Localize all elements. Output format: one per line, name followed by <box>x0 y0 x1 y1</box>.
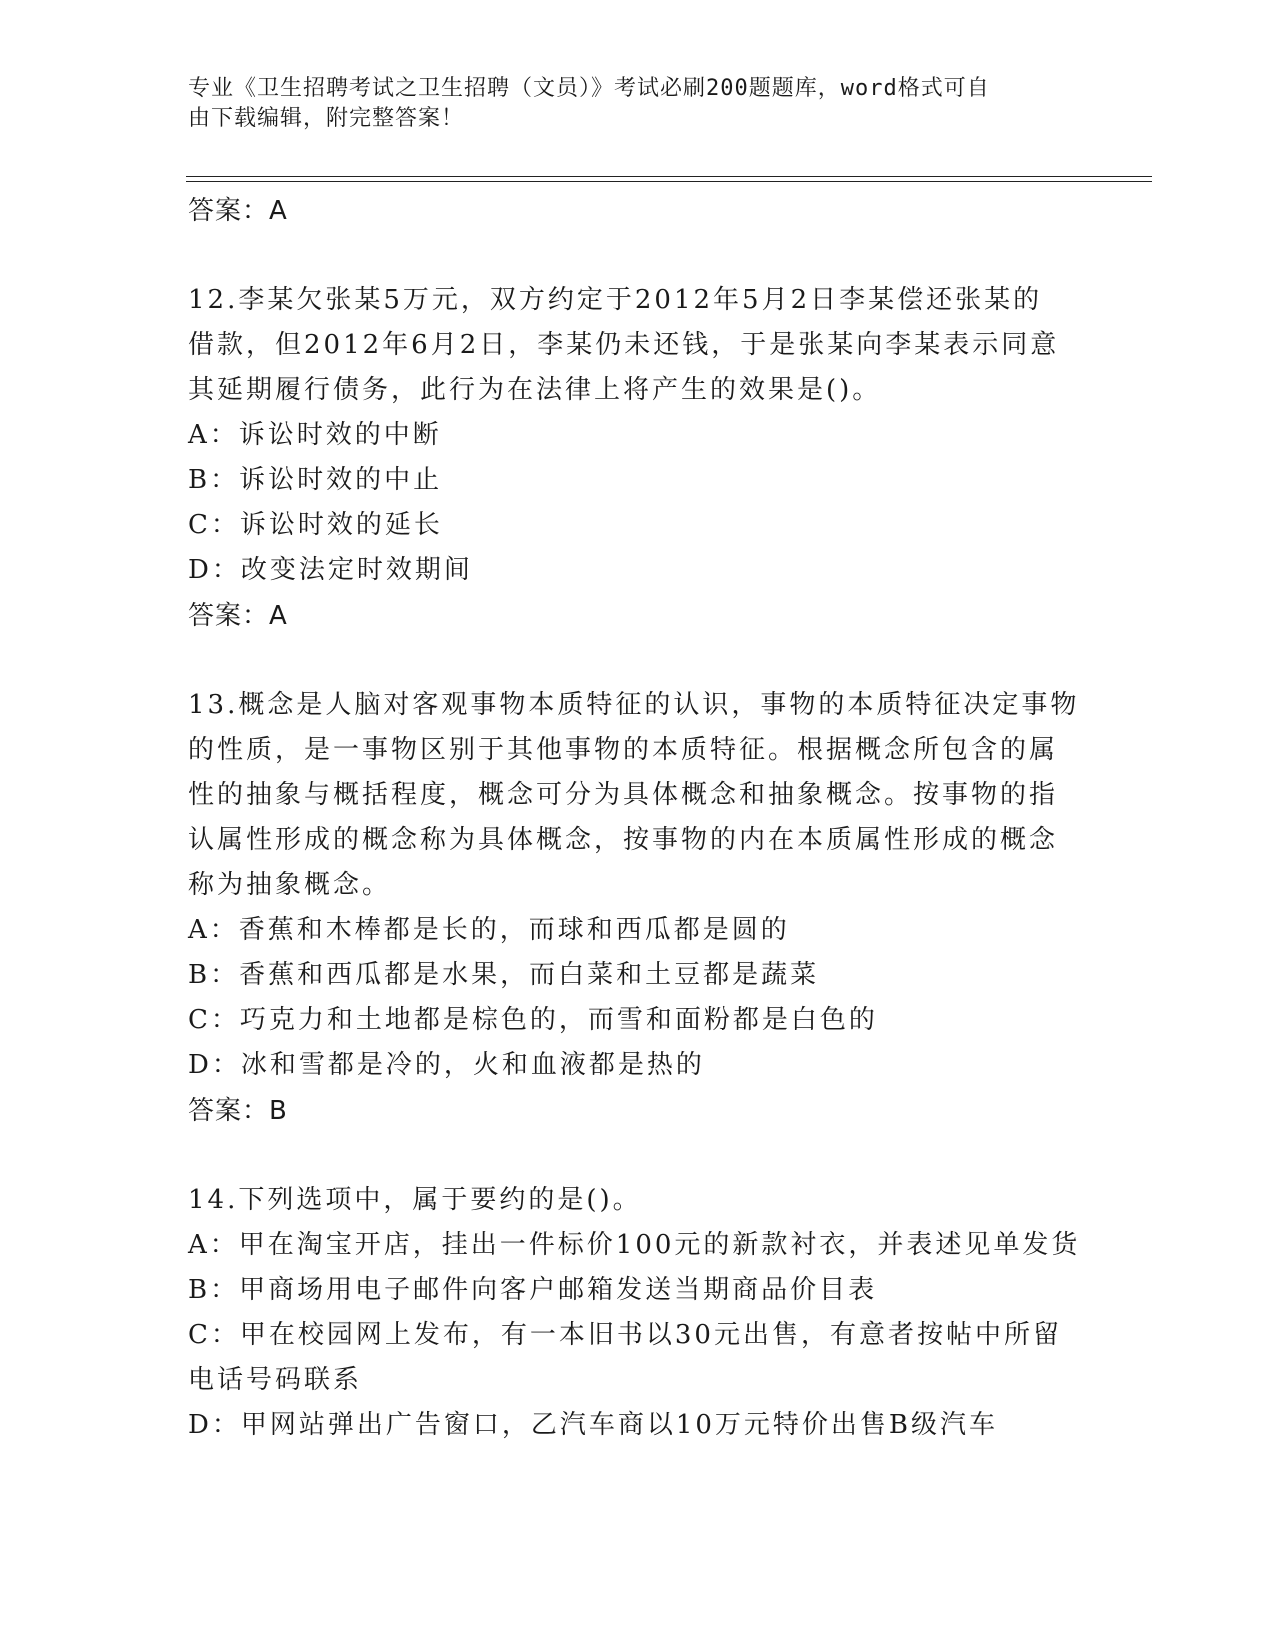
document-header <box>188 74 1068 134</box>
question-text: 性的抽象与概括程度，概念可分为具体概念和抽象概念。按事物的指 <box>188 780 1059 810</box>
option-c: C：巧克力和土地都是棕色的，而雪和面粉都是白色的 <box>188 1005 878 1035</box>
header-divider-top <box>186 176 1152 177</box>
question-text: 借款，但2012年6月2日，李某仍未还钱，于是张某向李某表示同意 <box>188 330 1060 360</box>
option-c: C：甲在校园网上发布，有一本旧书以30元出售，有意者按帖中所留 <box>188 1320 1062 1350</box>
question-text: 其延期履行债务，此行为在法律上将产生的效果是()。 <box>188 375 882 405</box>
question-text: 的性质，是一事物区别于其他事物的本质特征。根据概念所包含的属 <box>188 735 1059 765</box>
option-d: D：冰和雪都是冷的，火和血液都是热的 <box>188 1050 705 1080</box>
question-text: 14.下列选项中，属于要约的是()。 <box>188 1185 642 1215</box>
answer-line: 答案：A <box>188 601 288 631</box>
option-b: B：香蕉和西瓜都是水果，而白菜和土豆都是蔬菜 <box>188 960 820 990</box>
header-divider-bottom <box>186 181 1152 182</box>
option-d: D：改变法定时效期间 <box>188 555 473 585</box>
option-a: A：甲在淘宝开店，挂出一件标价100元的新款衬衣，并表述见单发货 <box>188 1230 1081 1260</box>
header-line-1: 专业《卫生招聘考试之卫生招聘（文员）》考试必刷200题题库，word格式可自 <box>188 76 990 101</box>
question-14 <box>188 1178 1088 1448</box>
option-b: B：诉讼时效的中止 <box>188 465 443 495</box>
question-12 <box>188 278 1088 639</box>
option-a: A：香蕉和木棒都是长的，而球和西瓜都是圆的 <box>188 915 790 945</box>
option-a: A：诉讼时效的中断 <box>188 420 442 450</box>
option-c: C：诉讼时效的延长 <box>188 510 443 540</box>
header-line-2: 由下载编辑，附完整答案！ <box>188 106 465 131</box>
question-13 <box>188 683 1088 1134</box>
option-b: B：甲商场用电子邮件向客户邮箱发送当期商品价目表 <box>188 1275 878 1305</box>
answer-line: 答案：B <box>188 1096 288 1126</box>
question-text: 13.概念是人脑对客观事物本质特征的认识，事物的本质特征决定事物 <box>188 690 1080 720</box>
option-d: D：甲网站弹出广告窗口，乙汽车商以10万元特价出售B级汽车 <box>188 1410 999 1440</box>
document-body <box>188 188 1088 1448</box>
question-text: 认属性形成的概念称为具体概念，按事物的内在本质属性形成的概念 <box>188 825 1059 855</box>
answer-line: 答案：A <box>188 196 288 226</box>
question-text: 12.李某欠张某5万元，双方约定于2012年5月2日李某偿还张某的 <box>188 285 1043 315</box>
option-c-continued: 电话号码联系 <box>188 1365 363 1395</box>
question-text: 称为抽象概念。 <box>188 870 392 900</box>
